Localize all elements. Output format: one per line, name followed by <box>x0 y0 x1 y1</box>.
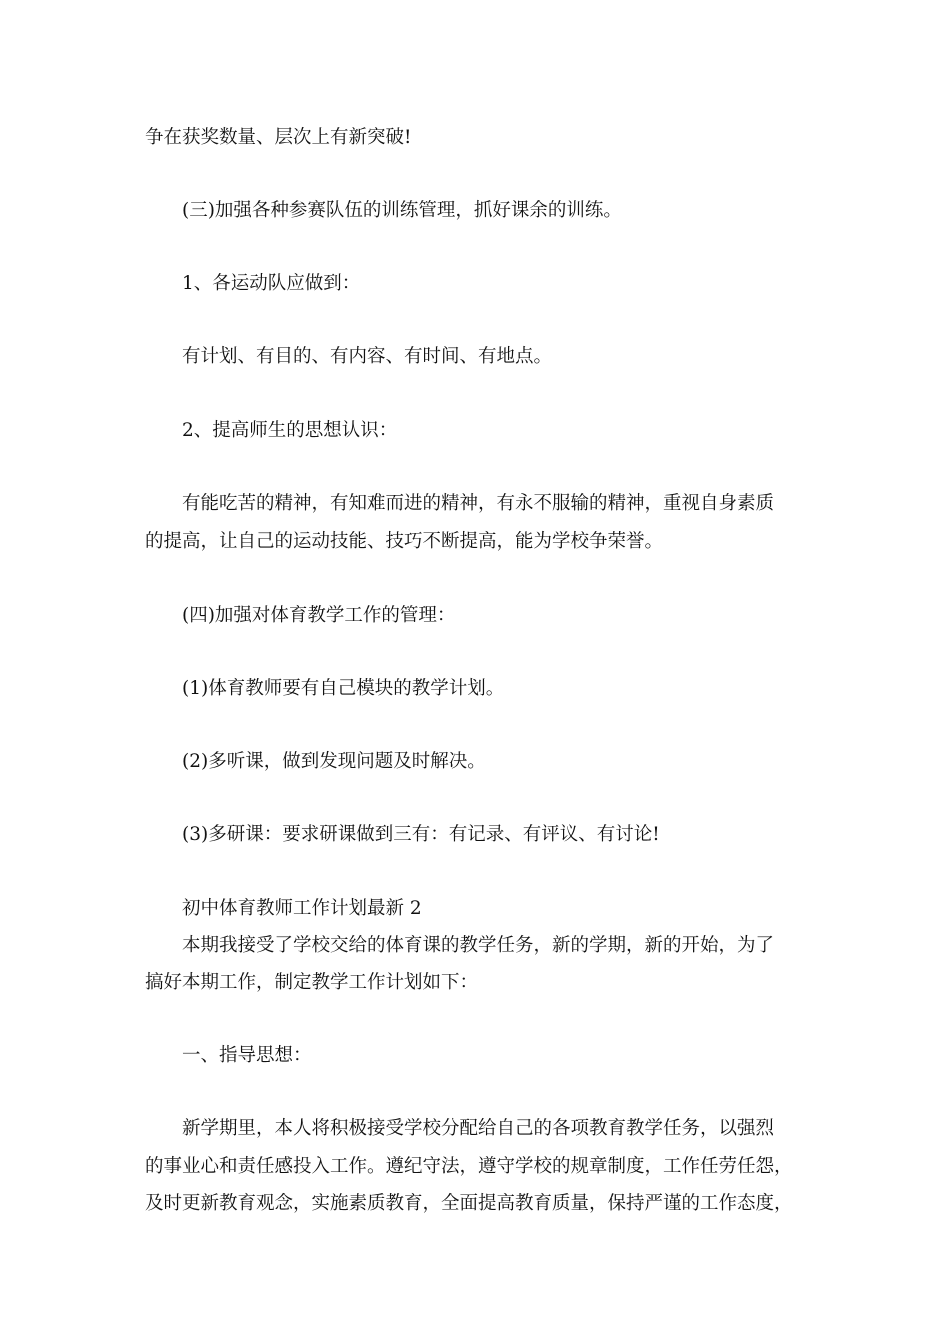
paragraph-line: 的事业心和责任感投入工作。遵纪守法，遵守学校的规章制度，工作任劳任怨， <box>145 1156 793 1177</box>
list-item: 2、提高师生的思想认识： <box>182 420 398 441</box>
list-item: (3)多研课：要求研课做到三有：有记录、有评议、有讨论! <box>182 824 660 845</box>
list-item: (1)体育教师要有自己模块的教学计划。 <box>182 678 505 699</box>
paragraph-line: 有计划、有目的、有内容、有时间、有地点。 <box>182 346 553 367</box>
section-heading: 一、指导思想： <box>182 1045 312 1066</box>
paragraph-line: 有能吃苦的精神，有知难而进的精神，有永不服输的精神，重视自身素质 <box>182 493 775 514</box>
paragraph-line: 新学期里，本人将积极接受学校分配给自己的各项教育教学任务，以强烈 <box>182 1118 775 1139</box>
list-item: (2)多听课，做到发现问题及时解决。 <box>182 751 486 772</box>
paragraph-line: 的提高，让自己的运动技能、技巧不断提高，能为学校争荣誉。 <box>145 531 664 552</box>
section-heading: (三)加强各种参赛队伍的训练管理，抓好课余的训练。 <box>182 200 622 221</box>
document-title: 初中体育教师工作计划最新 2 <box>182 898 422 919</box>
list-item: 1、各运动队应做到： <box>182 273 361 294</box>
paragraph-line: 搞好本期工作，制定教学工作计划如下： <box>145 972 479 993</box>
paragraph-line: 争在获奖数量、层次上有新突破! <box>145 127 412 148</box>
paragraph-line: 及时更新教育观念，实施素质教育，全面提高教育质量，保持严谨的工作态度， <box>145 1193 793 1214</box>
section-heading: (四)加强对体育教学工作的管理： <box>182 605 456 626</box>
paragraph-line: 本期我接受了学校交给的体育课的教学任务，新的学期，新的开始，为了 <box>182 935 775 956</box>
